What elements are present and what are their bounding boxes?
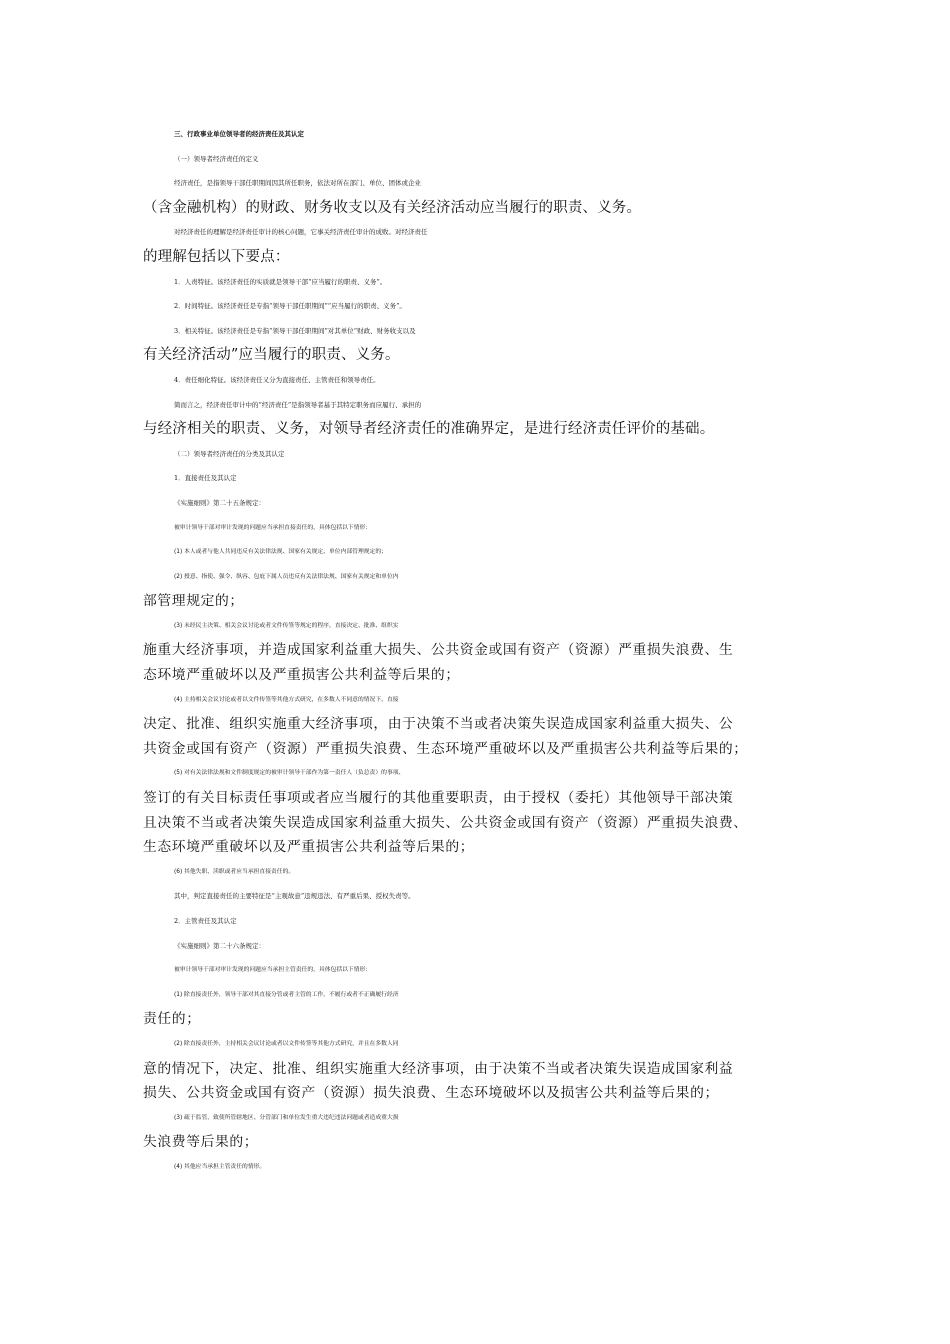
text-line: 被审计领导干部对审计发现的问题应当承担主管责任的，具体包括以下情形： [174, 967, 372, 974]
text-line: 其中，判定直接责任的主要特征是“主观故意”违规违法、有严重后果、授权失责等。 [174, 892, 415, 901]
text-line: 失浪费等后果的； [143, 1134, 259, 1151]
text-line: 3．相关特征。该经济责任是专指“领导干部任职期间”对其单位“财政、财务收支以及 [174, 326, 416, 335]
text-line: 2．主管责任及其认定 [174, 917, 237, 925]
text-line: （一）领导者经济责任的定义 [174, 154, 259, 163]
text-line: (1) 除直接责任外，领导干部对其直接分管或者主管的工作，不履行或者不正确履行经济 [174, 991, 399, 998]
text-line: 的理解包括以下要点： [143, 248, 290, 265]
text-line: 简而言之，经济责任审计中的“经济责任”是指领导者基于其特定职务而应履行、承担的 [174, 400, 422, 409]
text-line: 责任的； [143, 1011, 201, 1028]
text-line: 对经济责任的理解是经济责任审计的核心问题，它事关经济责任审计的成败。对经济责任 [174, 228, 428, 237]
text-line: 共资金或国有资产（资源）严重损失浪费、生态环境严重破坏以及严重损害公共利益等后果的； [143, 740, 748, 757]
text-line: 2．时间特征。该经济责任是专指“领导干部任职期间”“应当履行的职责、义务”。 [174, 302, 406, 311]
text-line: 且决策不当或者决策失误造成国家利益重大损失、公共资金或国有资产（资源）严重损失浪费、 [143, 814, 748, 831]
text-line: 经济责任，是指领导干部任职期间因其所任职务，依法对所在部门、单位、团体或企业 [174, 179, 421, 188]
text-line: 4．责任细化特征。该经济责任又分为直接责任、主管责任和领导责任。 [174, 375, 380, 384]
text-line: （含金融机构）的财政、财务收支以及有关经济活动应当履行的职责、义务。 [143, 199, 642, 216]
text-line: (6) 其他失职、渎职或者应当承担直接责任的。 [174, 868, 295, 875]
text-line: 被审计领导干部对审计发现的问题应当承担直接责任的，具体包括以下情形： [174, 524, 372, 531]
text-line: (2) 除直接责任外，主持相关会议讨论或者以文件传签等其他方式研究，并且在多数人同 [174, 1040, 399, 1047]
text-line: 意的情况下，决定、批准、组织实施重大经济事项，由于决策不当或者决策失误造成国家利益 [143, 1060, 734, 1077]
text-line: 部管理规定的； [143, 593, 244, 610]
text-line: 《实施细则》第二十五条规定： [174, 498, 265, 507]
text-line: 《实施细则》第二十六条规定： [174, 941, 265, 950]
text-line: 1．直接责任及其认定 [174, 474, 237, 483]
text-line: 签订的有关目标责任事项或者应当履行的其他重要职责，由于授权（委托）其他领导干部决策 [143, 790, 734, 807]
text-line: 有关经济活动”应当履行的职责、义务。 [143, 347, 400, 364]
text-line: (4) 其他应当承担主管责任的情形。 [174, 1163, 266, 1170]
text-line: (1) 本人或者与他人共同违反有关法律法规、国家有关规定、单位内部管理规定的； [174, 549, 387, 556]
section-title: 三、行政事业单位领导者的经济责任及其认定 [174, 130, 304, 138]
text-line: 施重大经济事项，并造成国家利益重大损失、公共资金或国有资产（资源）严重损失浪费、生 [143, 642, 734, 659]
document-page [143, 122, 815, 1180]
text-line: (3) 未经民主决策、相关会议讨论或者文件传签等规定的程序，直接决定、批准、组织实 [174, 622, 399, 629]
text-line: (2) 授意、指使、强令、纵容、包庇下属人员违反有关法律法规、国家有关规定和单位内 [174, 573, 399, 580]
text-line: (5) 对有关法律法规和文件制度规定的被审计领导干部作为第一责任人（负总责）的事项、 [174, 770, 405, 777]
text-line: 与经济相关的职责、义务，对领导者经济责任的准确界定，是进行经济责任评价的基础。 [143, 421, 715, 438]
text-line: 决定、批准、组织实施重大经济事项，由于决策不当或者决策失误造成国家利益重大损失、公 [143, 716, 734, 733]
text-line: 1．人责特征。该经济责任的实质就是领导干部“应当履行的职责、义务”。 [174, 277, 387, 286]
text-line: （二）领导者经济责任的分类及其认定 [174, 449, 285, 458]
text-line: (4) 主持相关会议讨论或者以文件传签等其他方式研究，在多数人不同意的情况下，直接 [174, 696, 399, 703]
text-line: (3) 疏于监管，致使所管辖地区、分管部门和单位发生重大违纪违法问题或者造成重大损 [174, 1114, 399, 1121]
text-line: 态环境严重破坏以及严重损害公共利益等后果的； [143, 667, 460, 684]
text-line: 损失、公共资金或国有资产（资源）损失浪费、生态环境破坏以及损害公共利益等后果的； [143, 1085, 719, 1102]
text-line: 生态环境严重破坏以及严重损害公共利益等后果的； [143, 839, 475, 856]
